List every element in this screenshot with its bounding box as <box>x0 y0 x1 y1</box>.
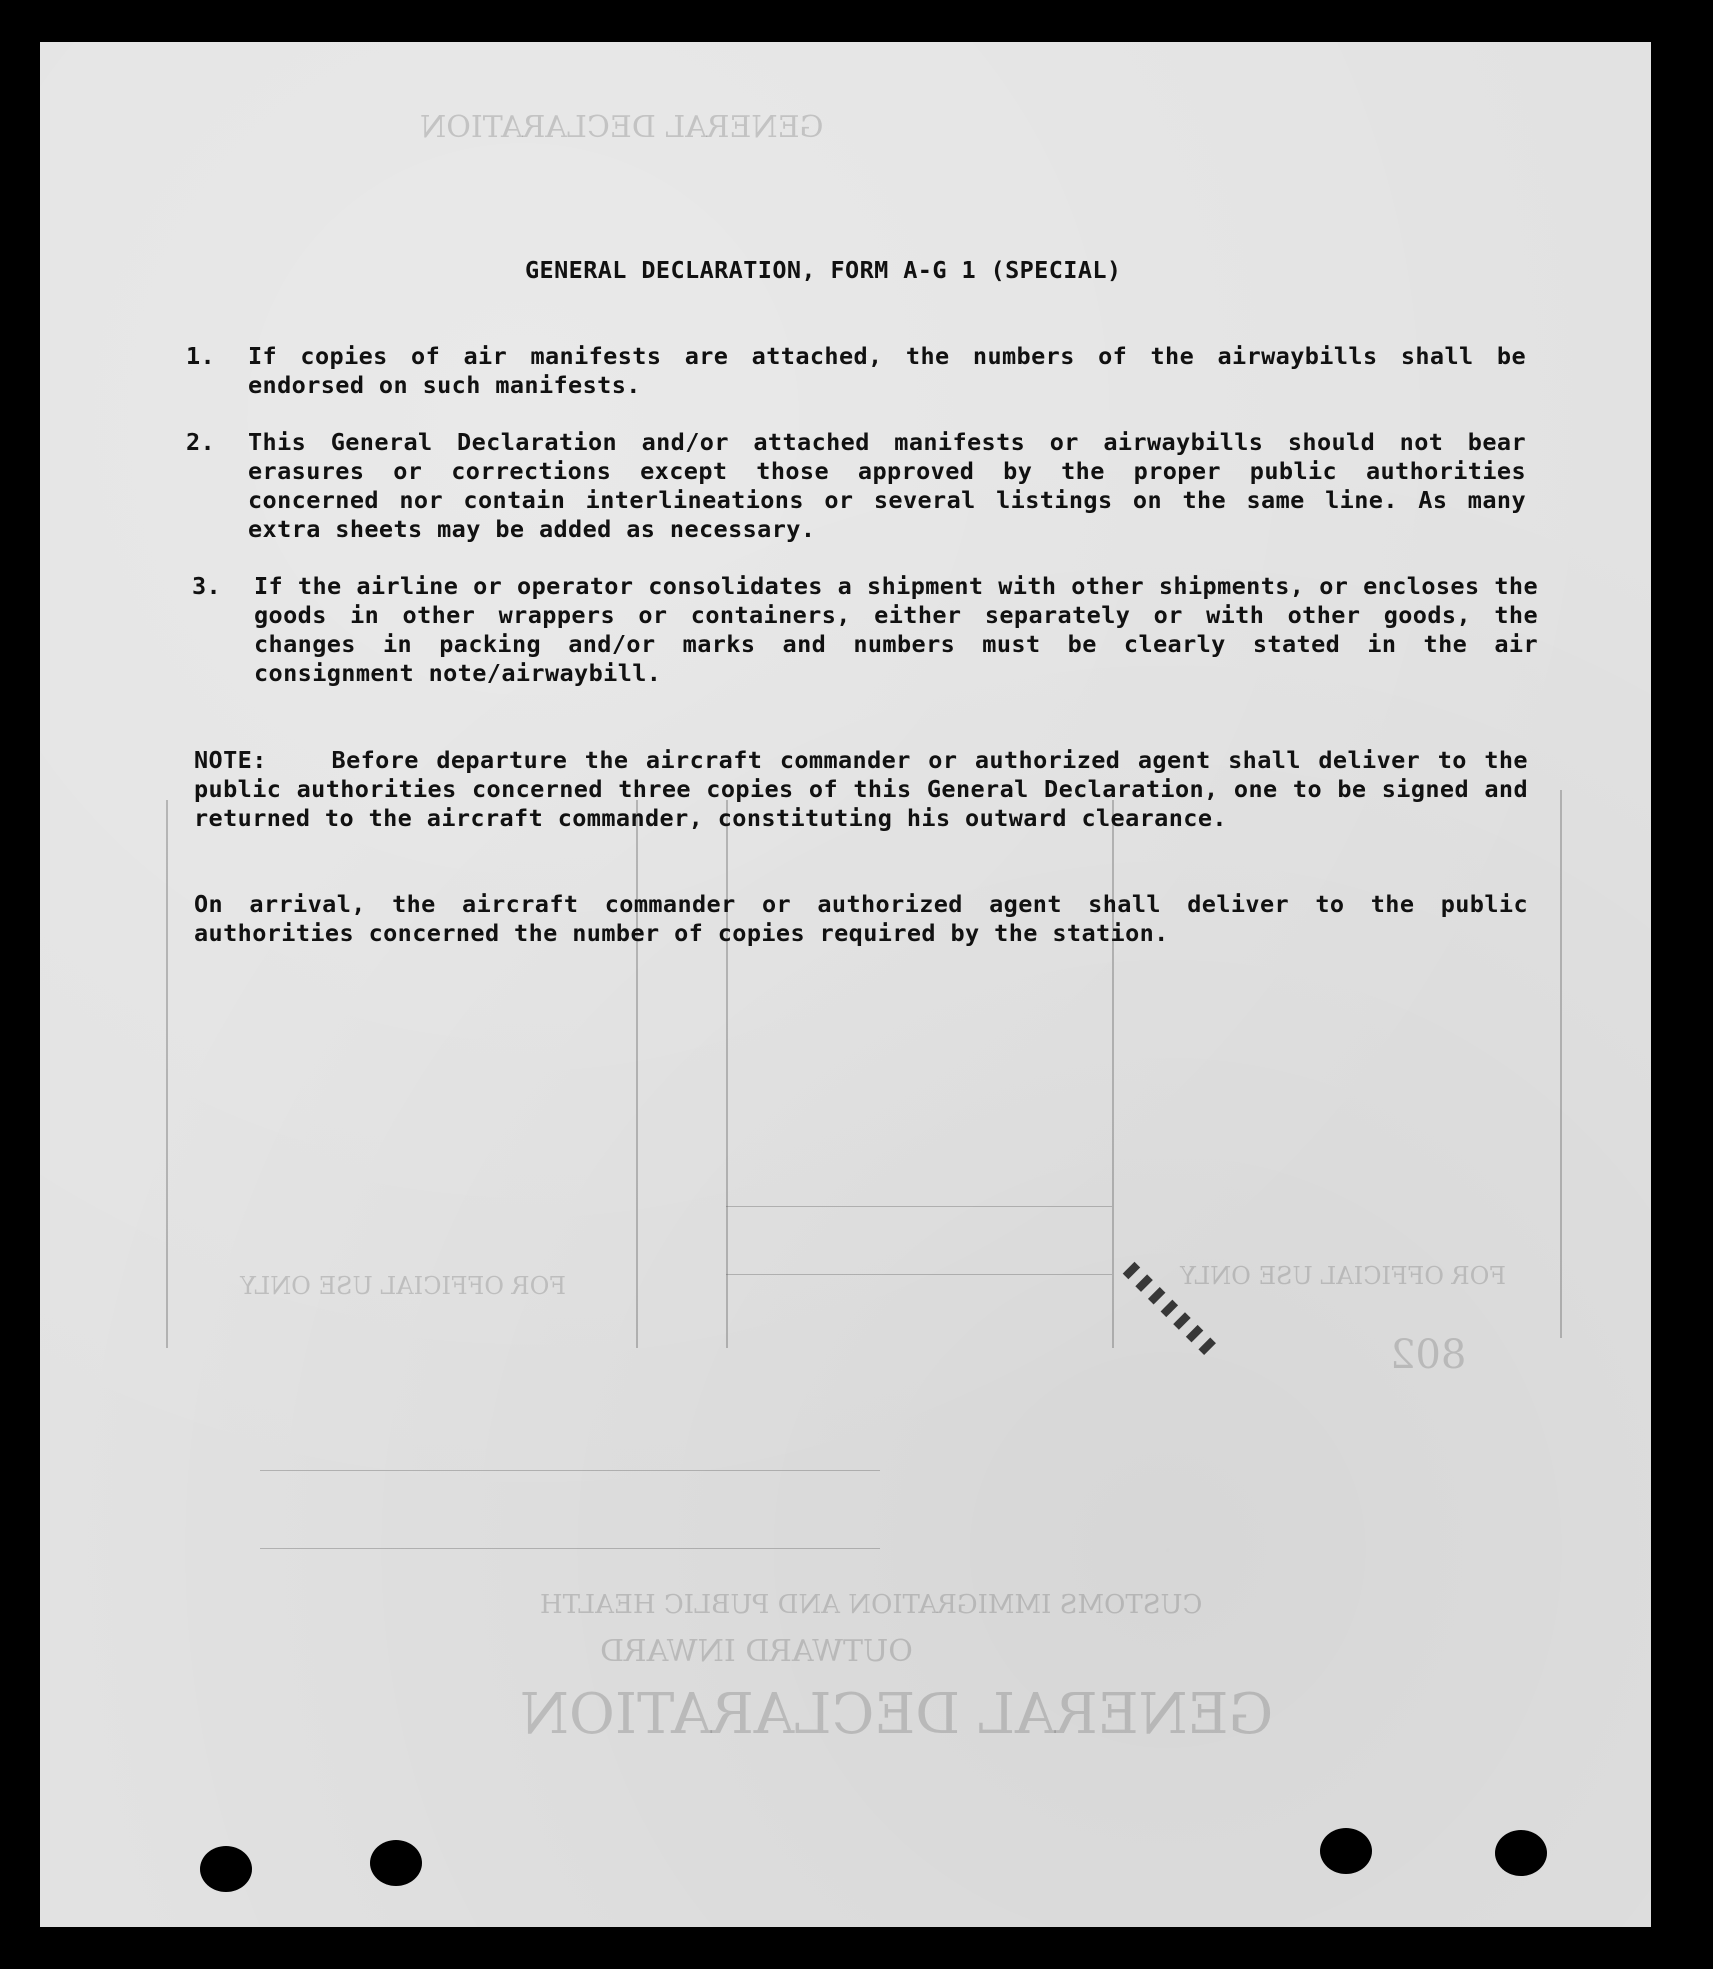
instruction-item-2 <box>186 428 1526 544</box>
item-text: This General Declaration and/or attached manifests or airwaybills should not bear erasures or corrections except those approved by the proper public authorities concerned nor contain interlineations or several listings on the same line. As many extra sheets may be added as necessary. <box>248 428 1526 543</box>
ghost-form-line <box>636 800 638 1348</box>
note-paragraph-arrival: On arrival, the aircraft commander or authorized agent shall deliver to the public authorities concerned the number of copies required by the station. <box>194 890 1528 947</box>
ghost-bleed-heading: GENERAL DECLARATION <box>520 1682 1274 1747</box>
ghost-form-line <box>1560 790 1562 1338</box>
punch-hole <box>200 1846 252 1892</box>
ghost-form-line <box>260 1470 880 1471</box>
punch-hole <box>370 1840 422 1886</box>
punch-hole <box>1320 1828 1372 1874</box>
page-title: GENERAL DECLARATION, FORM A-G 1 (SPECIAL) <box>525 256 1122 284</box>
ghost-form-line <box>260 1548 880 1549</box>
item-text: If the airline or operator consolidates a shipment with other shipments, or encloses the goods in other wrappers or containers, either separately or with other goods, the changes in packing and/or marks and numbers must be clearly stated in the air consignment note/airwaybill. <box>254 572 1538 687</box>
ghost-bleed-label: FOR OFFICIAL USE ONLY <box>1180 1262 1506 1290</box>
ghost-form-line <box>1112 800 1114 1348</box>
ghost-bleed-subheading: OUTWARD INWARD <box>600 1634 913 1669</box>
ghost-form-line <box>726 1274 1112 1275</box>
ghost-bleed-heading: CUSTOMS IMMIGRATION AND PUBLIC HEALTH <box>540 1590 1203 1620</box>
ghost-bleed-number: 802 <box>1390 1332 1467 1378</box>
document-page <box>40 42 1651 1927</box>
ghost-form-line <box>166 800 168 1348</box>
item-number: 2. <box>186 428 216 456</box>
instruction-item-1 <box>186 342 1526 400</box>
item-number: 1. <box>186 342 216 370</box>
instruction-item-3 <box>192 572 1538 688</box>
note-label: NOTE: <box>194 746 267 774</box>
ghost-bleed-heading: GENERAL DECLARATION <box>420 110 824 145</box>
punch-hole <box>1495 1830 1547 1876</box>
bleed-through-stamp: ▮▮▮▮▮▮▮ <box>1114 1250 1227 1363</box>
ghost-bleed-label: FOR OFFICIAL USE ONLY <box>240 1272 566 1300</box>
ghost-form-line <box>726 1206 1112 1207</box>
note-text: Before departure the aircraft commander or authorized agent shall deliver to the public authorities concerned three copies of this General Declaration, one to be signed and returned to the aircraft commander, constituting his outward clearance. <box>194 746 1528 832</box>
ghost-form-line <box>726 800 728 1348</box>
item-text: If copies of air manifests are attached, the numbers of the airwaybills shall be endorsed on such manifests. <box>248 342 1526 399</box>
note-paragraph-departure <box>194 746 1528 833</box>
item-number: 3. <box>192 572 222 600</box>
